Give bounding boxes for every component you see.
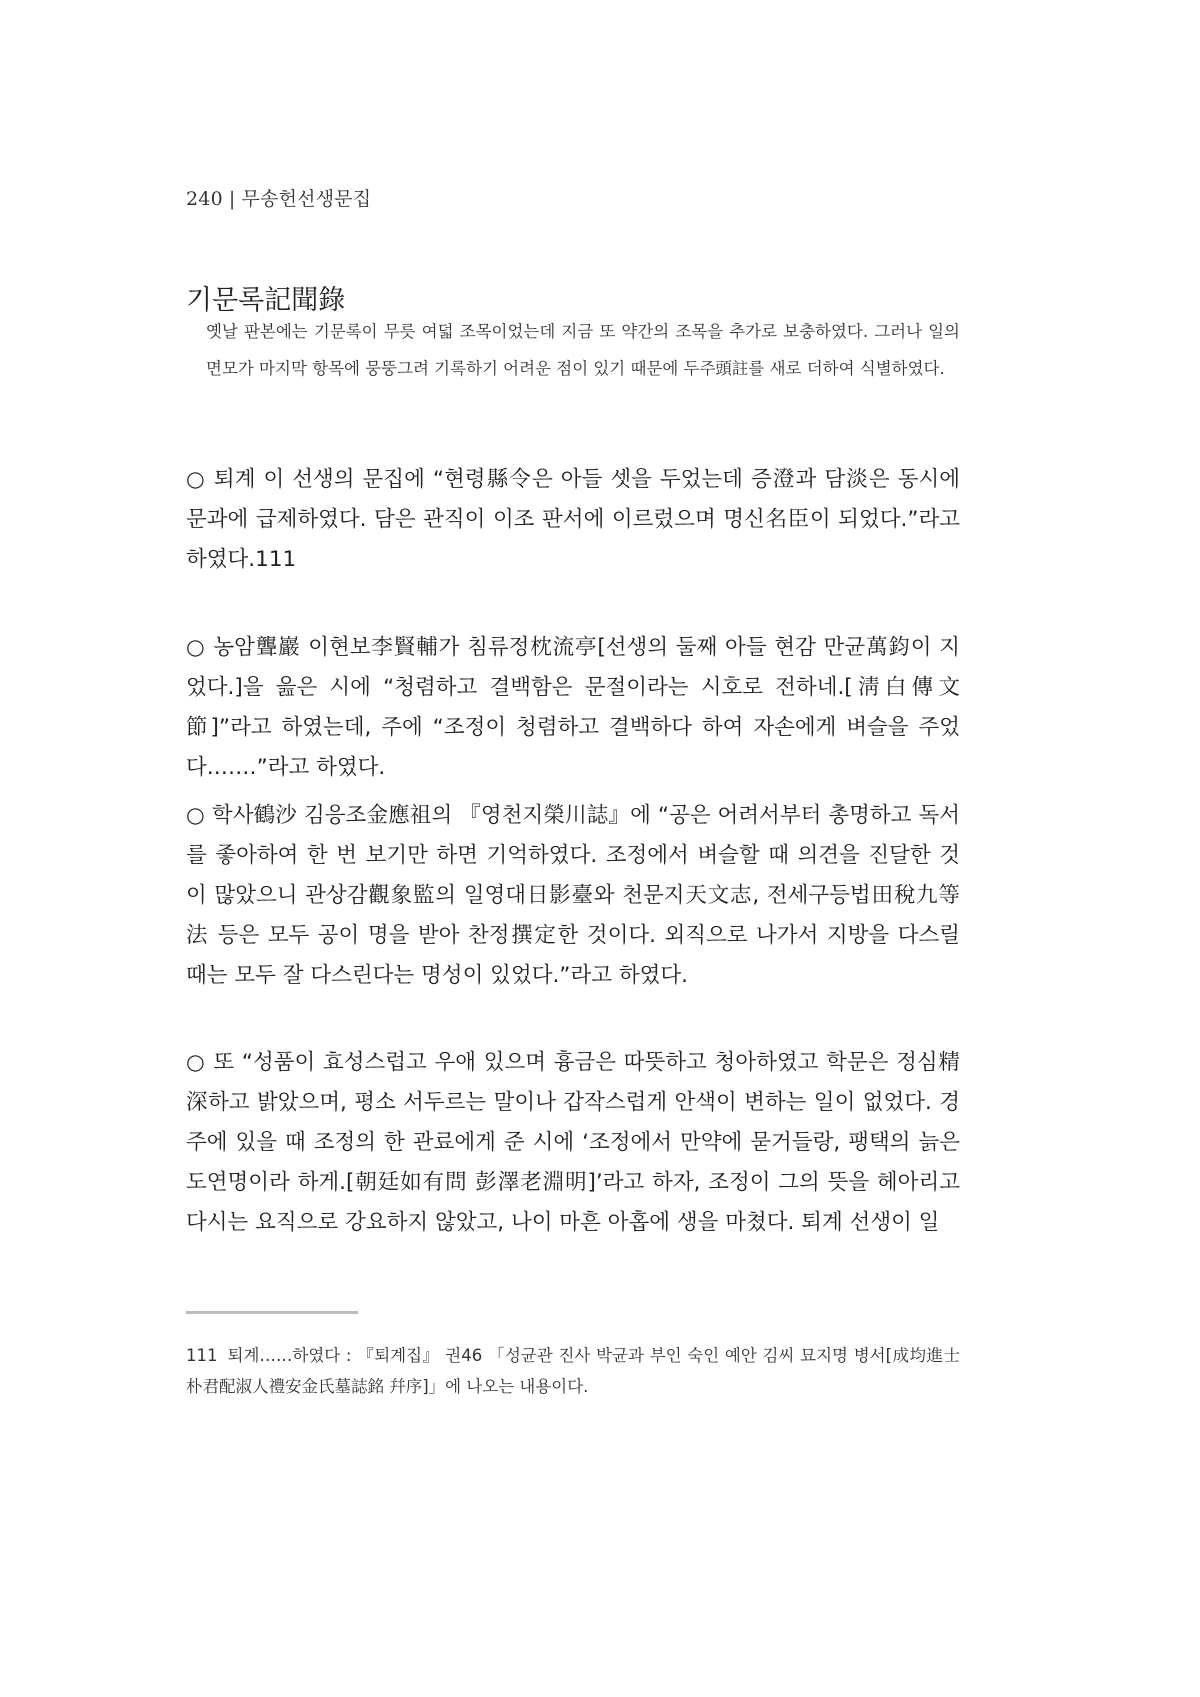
body-paragraph: ○ 또 “성품이 효성스럽고 우애 있으며 흉금은 따뜻하고 청아하였고 학문은 정심精深하고 밝았으며, 평소 서두르는 말이나 갑작스럽게 안색이 변하는 일이 없었다. 경주에 있을 때 조정의 한 관료에게 준 시에 ‘조정에서 만약에 묻거들랑, 팽택의 늙은 도연명이라 하게.[朝廷如有問 彭澤老淵明]’라고 하자, 조정이 그의 뜻을 헤아리고 다시는 요직으로 강요하지 않았고, 나이 마흔 아홉에 생을 마쳤다. 퇴계 선생이 일 — [186, 1050, 960, 1235]
page-number: 240 — [186, 188, 223, 210]
footnote-divider — [186, 1311, 358, 1314]
footnote — [186, 1340, 960, 1402]
body-paragraph: ○ 퇴계 이 선생의 문집에 “현령縣令은 아들 셋을 두었는데 증澄과 담淡은 동시에 문과에 급제하였다. 담은 관직이 이조 판서에 이르렀으며 명신名臣이 되었다.”라고 하였다.111 — [186, 467, 960, 572]
section-intro: 옛날 판본에는 기문록이 무릇 여덟 조목이었는데 지금 또 약간의 조목을 추가로 보충하였다. 그러나 일의 면모가 마지막 항목에 뭉뚱그려 기록하기 어려운 점이 있기 때문에 두주頭註를 새로 더하여 식별하였다. — [206, 322, 960, 378]
footnote-number: 111 — [186, 1346, 218, 1365]
running-header — [186, 184, 371, 211]
body-paragraph: ○ 학사鶴沙 김응조金應祖의 『영천지榮川誌』에 “공은 어려서부터 총명하고 독서를 좋아하여 한 번 보기만 하면 기억하였다. 조정에서 벼슬할 때 의견을 진달한 것이 많았으니 관상감觀象監의 일영대日影臺와 천문지天文志, 전세구등법田稅九等法 등은 모두 공이 명을 받아 찬정撰定한 것이다. 외직으로 나가서 지방을 다스릴 때는 모두 잘 다스린다는 명성이 있었다.”라고 하였다. — [186, 803, 960, 988]
section-title: 기문록記聞錄 — [186, 285, 346, 316]
body-paragraph: ○ 농암聾巖 이현보李賢輔가 침류정枕流亭[선생의 둘째 아들 현감 만균萬鈞이 지었다.]을 읊은 시에 “청렴하고 결백함은 문절이라는 시호로 전하네.[淸白傳文節]”라고 하였는데, 주에 “조정이 청렴하고 결백하다 하여 자손에게 벼슬을 주었다.……”라고 하였다. — [186, 635, 960, 780]
header-separator: | — [228, 188, 236, 210]
book-title: 무송헌선생문집 — [241, 188, 372, 210]
footnote-text: 퇴계……하였다 : 『퇴계집』 권46 「성균관 진사 박균과 부인 숙인 예안 김씨 묘지명 병서[成均進士朴君配淑人禮安金氏墓誌銘 幷序]」에 나오는 내용이다. — [186, 1346, 960, 1396]
